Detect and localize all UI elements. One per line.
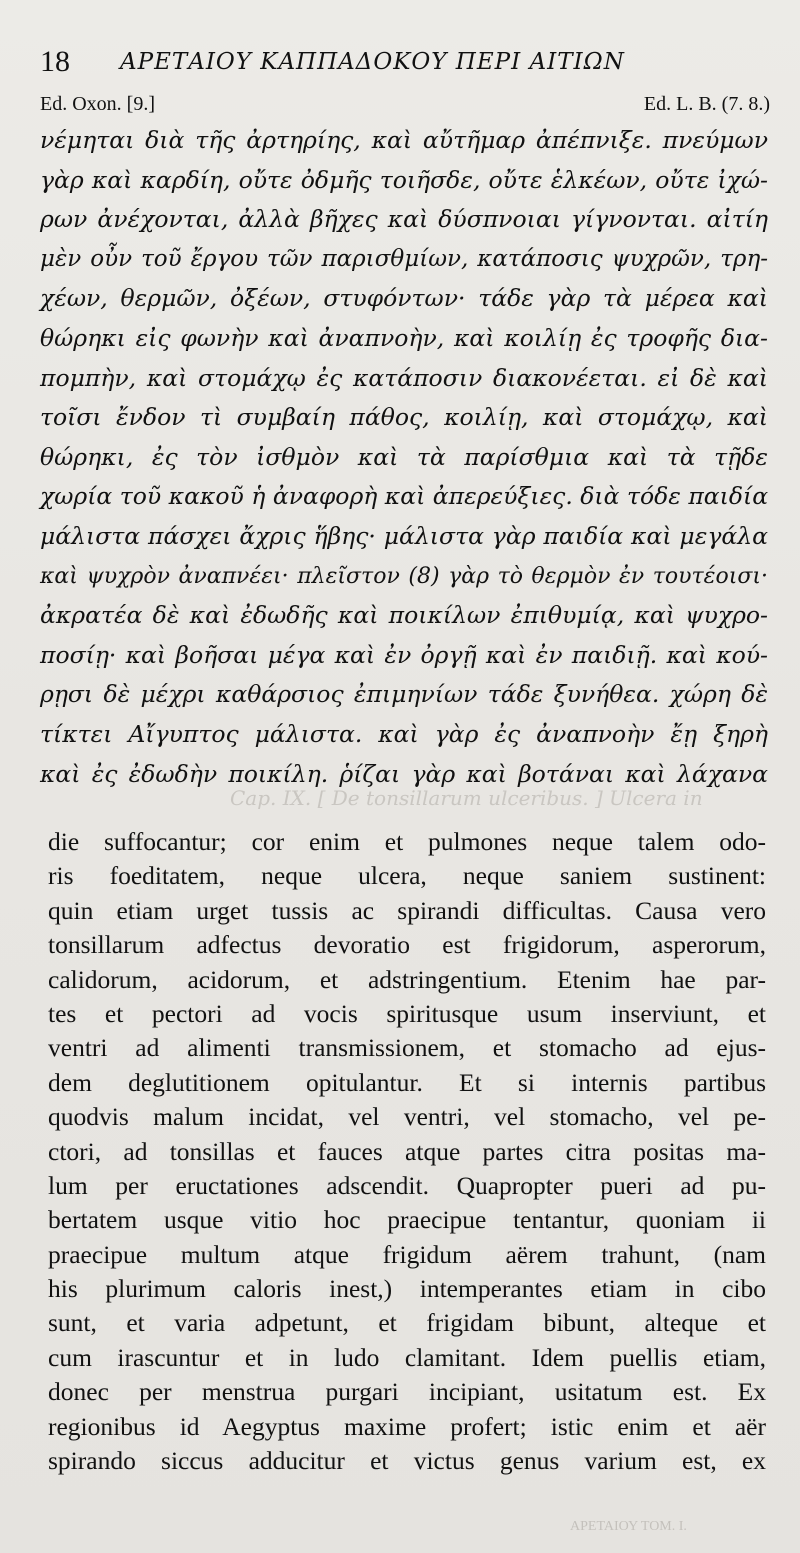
latin-text-line: quodvis malum incidat, vel ventri, vel stomacho, vel pe-	[48, 1102, 766, 1132]
latin-text-line: donec per menstrua purgari incipiant, usitatum est. Ex	[48, 1377, 766, 1407]
latin-text-line: tes et pectori ad vocis spiritusque usum inserviunt, et	[48, 998, 766, 1028]
latin-text-line: dem deglutitionem opitulantur. Et si internis partibus	[48, 1067, 766, 1097]
latin-text-line: ctori, ad tonsillas et fauces atque partes citra positas ma-	[48, 1136, 766, 1166]
latin-text-line: praecipue multum atque frigidum aërem trahunt, (nam	[48, 1239, 766, 1269]
greek-text-line: καὶ ἐς ἐδωδὴν ποικίλη. ῥίζαι γὰρ καὶ βοτάναι καὶ λάχανα	[40, 759, 768, 788]
greek-text-line: τίκτει Αἴγυπτος μάλιστα. καὶ γὰρ ἐς ἀναπνοὴν ἔῃ ξηρὴ	[40, 719, 768, 748]
latin-text-line: calidorum, acidorum, et adstringentium. Etenim hae par-	[48, 964, 766, 994]
greek-text-line: θώρηκι εἰς φωνὴν καὶ ἀναπνοὴν, καὶ κοιλίῃ ἐς τροφῆς δια-	[40, 323, 768, 352]
greek-text-line: γὰρ καὶ καρδίη, οὔτε ὀδμῆς τοιῆσδε, οὔτε ἑλκέων, οὔτε ἰχώ-	[40, 165, 768, 194]
greek-text-line: τοῖσι ἔνδον τὶ συμβαίη πάθος, κοιλίῃ, καὶ στομάχῳ, καὶ	[40, 403, 768, 432]
running-head: ΑΡΕΤΑΙΟΥ ΚΑΠΠΑΔΟΚΟΥ ΠΕΡΙ ΑΙΤΙΩΝ	[120, 49, 625, 75]
latin-text-line: die suffocantur; cor enim et pulmones neque talem odo-	[48, 827, 766, 856]
edition-references	[40, 90, 770, 118]
page-number: 18	[40, 45, 70, 78]
greek-text-line: ποσίῃ· καὶ βοῆσαι μέγα καὶ ἐν ὀργῇ καὶ ἐν παιδιῇ. καὶ κού-	[40, 640, 768, 669]
latin-text-line: spirando siccus adducitur et victus genus varium est, ex	[48, 1446, 766, 1476]
latin-text-line: sunt, et varia adpetunt, et frigidam bibunt, alteque et	[48, 1308, 766, 1338]
latin-text-block	[48, 825, 766, 1478]
greek-text-line: καὶ ψυχρὸν ἀναπνέει· πλεῖστον (8) γὰρ τὸ θερμὸν ἐν τουτέοισι·	[40, 563, 768, 589]
greek-text-line: ἀκρατέα δὲ καὶ ἐδωδῆς καὶ ποικίλων ἐπιθυμίᾳ, καὶ ψυχρο-	[40, 601, 768, 630]
latin-text-line: lum per eructationes adscendit. Quapropter pueri ad pu-	[48, 1170, 766, 1200]
latin-text-line: cum irascuntur et in ludo clamitant. Idem puellis etiam,	[48, 1342, 766, 1372]
greek-text-line: χέων, θερμῶν, ὀξέων, στυφόντων· τάδε γὰρ τὰ μέρεα καὶ	[40, 284, 768, 313]
show-through-text: Cap. IX. [ De tonsillarum ulceribus. ] Ulcera in	[230, 786, 703, 810]
latin-text-line: regionibus id Aegyptus maxime profert; istic enim et aër	[48, 1411, 766, 1441]
greek-text-line: χωρία τοῦ κακοῦ ἡ ἀναφορὴ καὶ ἀπερεύξιες. διὰ τόδε παιδία	[40, 482, 769, 511]
latin-text-line: ventri ad alimenti transmissionem, et stomacho ad ejus-	[48, 1033, 766, 1063]
greek-text-line: πομπὴν, καὶ στομάχῳ ἐς κατάποσιν διακονέεται. εἰ δὲ καὶ	[40, 363, 768, 392]
greek-text-line: ρων ἀνέχονται, ἀλλὰ βῆχες καὶ δύσπνοιαι γίγνονται. αἰτίη	[40, 205, 768, 234]
greek-text-line: ρῃσι δὲ μέχρι καθάρσιος ἐπιμηνίων τάδε ξυνήθεα. χώρη δὲ	[40, 680, 768, 709]
latin-text-line: ris foeditatem, neque ulcera, neque saniem sustinent:	[48, 861, 766, 891]
edition-lb-reference: Ed. L. B. (7. 8.)	[643, 93, 770, 115]
greek-text-line: μὲν οὖν τοῦ ἔργου τῶν παρισθμίων, κατάποσις ψυχρῶν, τρη-	[40, 245, 768, 272]
page-header	[40, 38, 770, 88]
greek-text-line: θώρηκι, ἐς τὸν ἰσθμὸν καὶ τὰ παρίσθμια καὶ τὰ τῇδε	[40, 442, 768, 471]
greek-text-block	[40, 121, 768, 794]
edition-oxon-reference: Ed. Oxon. [9.]	[40, 93, 155, 115]
latin-text-line: his plurimum caloris inest,) intemperantes etiam in cibo	[48, 1274, 766, 1304]
greek-text-line: μάλιστα πάσχει ἄχρις ἥβης· μάλιστα γὰρ παιδία καὶ μεγάλα	[40, 521, 768, 550]
greek-text-line: νέμηται διὰ τῆς ἀρτηρίης, καὶ αὔτῆμαρ ἀπέπνιξε. πνεύμων	[40, 126, 768, 154]
latin-text-line: bertatem usque vitio hoc praecipue tentantur, quoniam ii	[48, 1205, 766, 1235]
latin-text-line: tonsillarum adfectus devoratio est frigidorum, asperorum,	[48, 930, 766, 960]
footer-show-through: ΑΡΕΤΑΙΟΥ ΤΟΜ. Ι.	[570, 1519, 687, 1534]
latin-text-line: quin etiam urget tussis ac spirandi difficultas. Causa vero	[48, 895, 766, 925]
